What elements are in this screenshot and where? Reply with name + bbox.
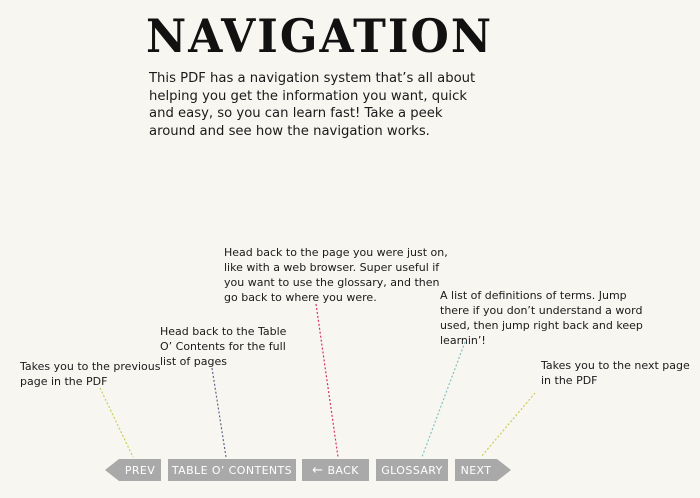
left-arrow-icon: ← xyxy=(312,462,324,478)
prev-description: Takes you to the previous page in the PDF xyxy=(20,360,161,388)
table-of-contents-button[interactable] xyxy=(168,459,296,481)
intro-paragraph: This PDF has a navigation system that’s all about helping you get the information you want, quick and easy, so you can learn fast! Take a peek around and see how the navigation works. xyxy=(149,71,476,139)
toc-description: Head back to the Table O’ Contents for the full list of pages xyxy=(160,325,287,368)
back-button-label: BACK xyxy=(327,463,359,477)
page-title: NAVIGATION xyxy=(146,10,494,64)
back-leader-line xyxy=(316,304,338,457)
toc-leader-line xyxy=(212,368,226,457)
toc-button-label: TABLE O’ CONTENTS xyxy=(171,463,293,477)
prev-button-label: PREV xyxy=(124,463,156,477)
glossary-button[interactable] xyxy=(376,459,448,481)
next-button[interactable] xyxy=(455,459,497,481)
glossary-description: A list of definitions of terms. Jump there if you don’t understand a word used, then jump right back and keep learnin’! xyxy=(440,289,643,347)
glossary-button-label: GLOSSARY xyxy=(381,463,443,477)
next-leader-line xyxy=(481,393,535,457)
glossary-leader-line xyxy=(422,342,465,457)
back-description: Head back to the page you were just on, like with a web browser. Super useful if you want to use the glossary, and then go back to where you were. xyxy=(224,246,448,304)
prev-arrow-icon[interactable] xyxy=(105,459,119,481)
back-button[interactable] xyxy=(302,459,369,481)
prev-button[interactable] xyxy=(119,459,161,481)
prev-leader-line xyxy=(100,388,133,457)
next-button-label: NEXT xyxy=(460,463,492,477)
next-description: Takes you to the next page in the PDF xyxy=(541,359,690,387)
next-arrow-icon[interactable] xyxy=(497,459,511,481)
